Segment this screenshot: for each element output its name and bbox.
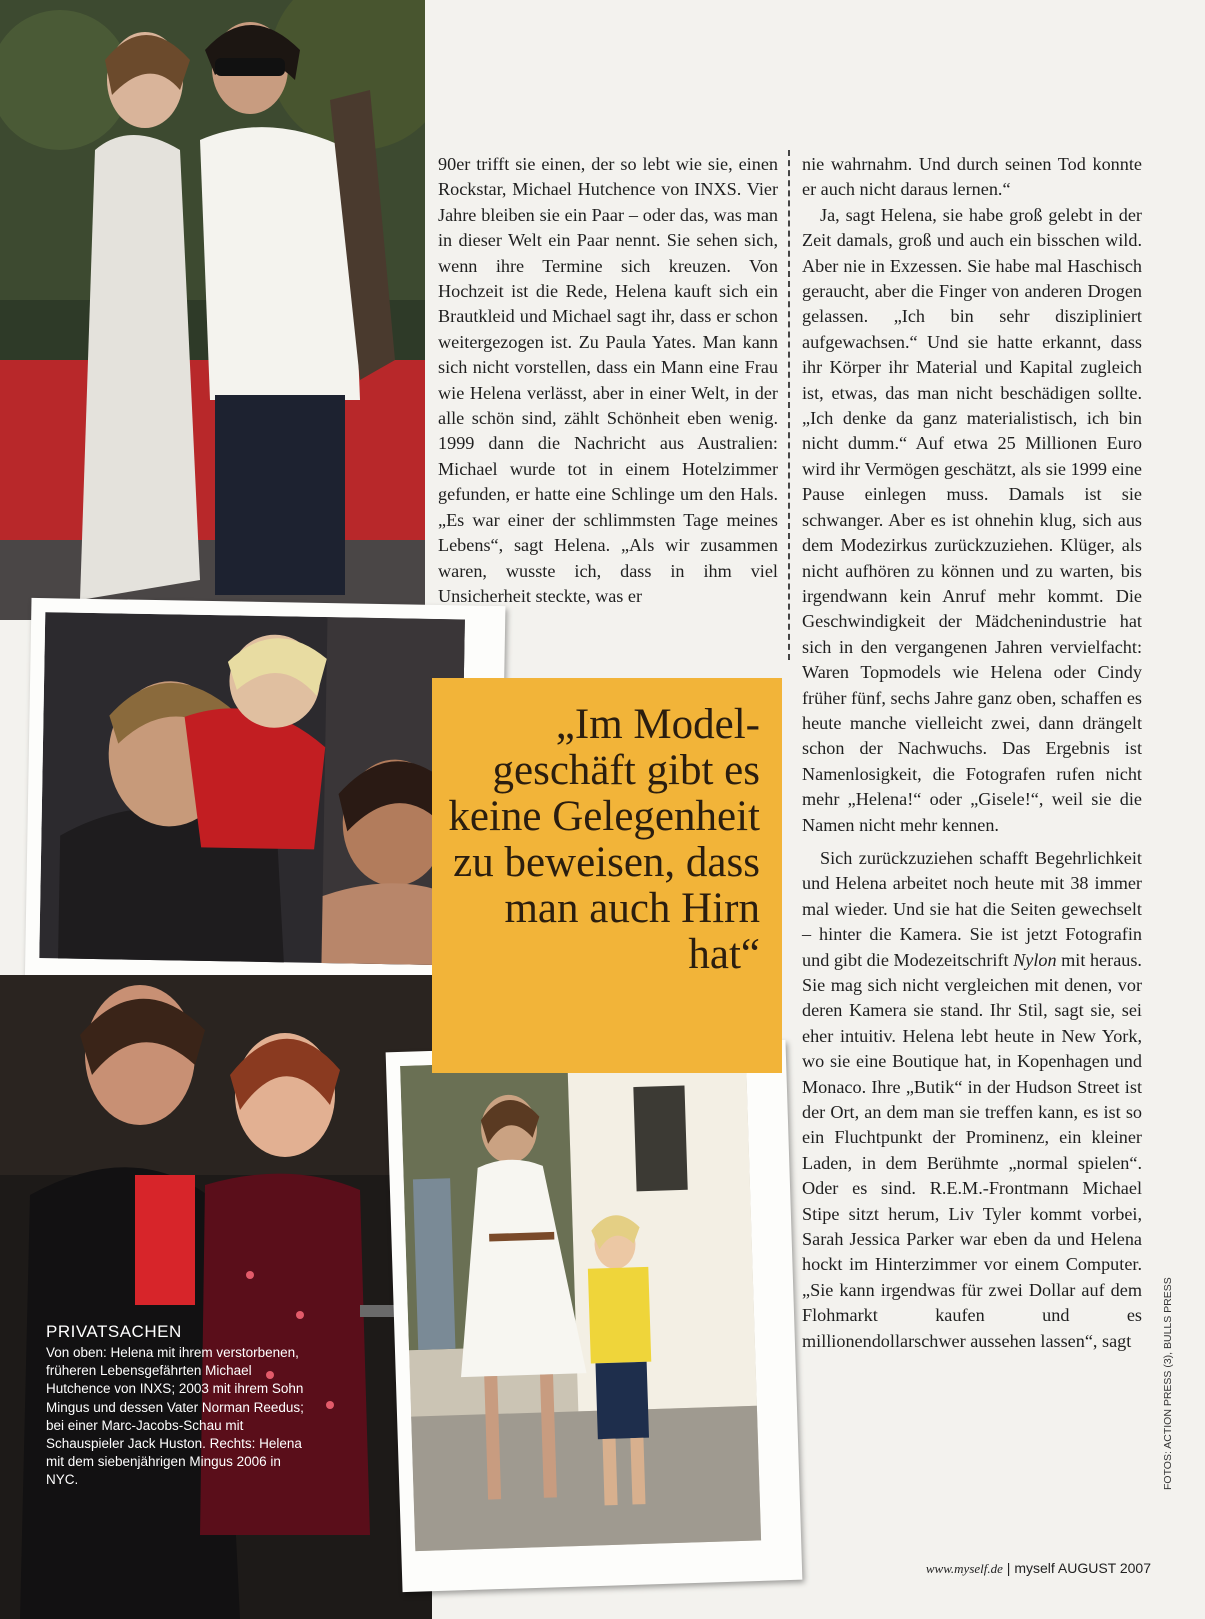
caption-body: Von oben: Helena mit ihrem verstorbenen, früheren Lebensgefährten Michael Hutchence von INXS; 2003 mit ihrem Sohn Mingus und dessen Vater Norman Reedus; bei einer Marc-Jacobs-Schau mit Schauspieler Jack Huston. Rechts: Helena mit dem siebenjährigen Mingus 2006 in NYC.: [46, 1345, 304, 1488]
column-divider: [788, 150, 790, 660]
article-column-left: [438, 152, 778, 609]
pull-quote: „Im Modelgeschäft gibt es keine Gelegenheit zu beweisen, dass man auch Hirn hat“: [448, 701, 760, 978]
caption-title: PRIVATSACHEN: [46, 1322, 182, 1341]
photo-credit: FOTOS: ACTION PRESS (3), BULLS PRESS: [1162, 1277, 1174, 1490]
article-column-right: [802, 152, 1142, 1354]
article-paragraph: Ja, sagt Helena, sie habe groß gelebt in der Zeit damals, groß und auch ein bisschen wild. Aber nie in Exzessen. Sie habe mal Haschisch geraucht, aber die Finger von anderen Drogen gelassen. „Ich bin sehr diszipliniert aufgewachsen.“ Und sie hatte erkannt, dass ihr Körper ihr Material und Kapital zugleich ist, etwas, das man nicht beschädigen sollte. „Ich denke da ganz materialistisch, ich bin nicht dumm.“ Auf etwa 25 Millionen Euro wird ihr Vermögen geschätzt, als sie 1999 eine Pause einlegen muss. Damals ist sie schwanger. Aber es ist ohnehin klug, sich aus dem Modezirkus zurückzuziehen. Klüger, als nicht aufhören zu können und zu warten, bis irgendwann kein Anruf mehr kommt. Die Geschwindigkeit der Mädchenindustrie hat sich in den vergangenen Jahren vervielfacht: Waren Topmodels wie Helena oder Cindy früher fünf, sechs Jahre ganz oben, schaffen es heute manche vielleicht zwei, dann drängelt schon der Nachwuchs. Das Ergebnis ist Namenlosigkeit, die Fotografen rufen nicht mehr „Helena!“ oder „Gisele!“, weil sie die Namen nicht mehr kennen.: [802, 204, 1142, 835]
photo-jack-huston: [0, 975, 432, 1619]
page-footer: www.myself.de | myself AUGUST 2007: [925, 1560, 1151, 1576]
footer-issue: myself AUGUST 2007: [1014, 1560, 1151, 1576]
article-paragraph: nie wahrnahm. Und durch seinen Tod konnte er auch nicht daraus lernen.“: [802, 154, 1142, 200]
magazine-name: Nylon: [1013, 949, 1057, 970]
article-paragraph: 90er trifft sie einen, der so lebt wie sie, einen Rockstar, Michael Hutchence von INXS. Vier Jahre bleiben sie ein Paar – oder das, was man in dieser Welt ein Paar nennt. Sie sehen sich, wenn ihre Termine sich kreuzen. Von Hochzeit ist die Rede, Helena kauft sich ein Brautkleid und Michael sagt ihr, dass er schon weitergezogen ist. Zu Paula Yates. Man kann sich nicht vorstellen, dass ein Mann eine Frau wie Helena verlässt, aber in einer Welt, in der alle schön sind, zählt Schönheit eben wenig. 1999 dann die Nachricht aus Australien: Michael wurde tot in einem Hotelzimmer gefunden, er hatte eine Schlinge um den Hals. „Es war einer der schlimmsten Tage meines Lebens“, sagt Helena. „Als wir zusammen waren, wusste ich, dass in ihm viel Unsicherheit steckte, was er: [438, 154, 778, 606]
photo-nyc-2006: [386, 1040, 803, 1592]
pull-quote-box: [432, 678, 782, 1073]
photo-hutchence-couple: [0, 0, 425, 620]
article-text: Sich zurückzuziehen schafft Begehrlichkeit und Helena arbeitet noch heute mit 38 immer mal wieder. Und sie hat die Seiten gewechselt – hinter die Kamera. Sie ist jetzt Fotografin und gibt die Modezeitschrift: [802, 847, 1142, 970]
photo-caption: [46, 1322, 316, 1490]
article-paragraph: [802, 846, 1142, 1354]
article-text: mit heraus. Sie mag sich nicht vergleichen mit denen, vor deren Kamera sie stand. Ihr Stil, sagt sie, sei eher intuitiv. Helena lebt heute in New York, wo sie eine Boutique hat, in Kopenhagen und Monaco. Ihre „Butik“ in der Hudson Street ist der Ort, an dem man sie treffen kann, es ist so ein Fluchtpunkt der Prominenz, ein kleiner Laden, in dem Berühmte „normal spielen“. Oder es sind. R.E.M.-Frontmann Michael Stipe sitzt herum, Liv Tyler kommt vorbei, Sarah Jessica Parker war eben da und Helena hockt im Hinterzimmer vor einem Computer. „Sie kann irgendwas für zwei Dollar auf dem Flohmarkt kaufen und es millionendollarschwer aussehen lassen“, sagt: [802, 949, 1142, 1351]
footer-url: www.myself.de: [925, 1561, 1003, 1576]
